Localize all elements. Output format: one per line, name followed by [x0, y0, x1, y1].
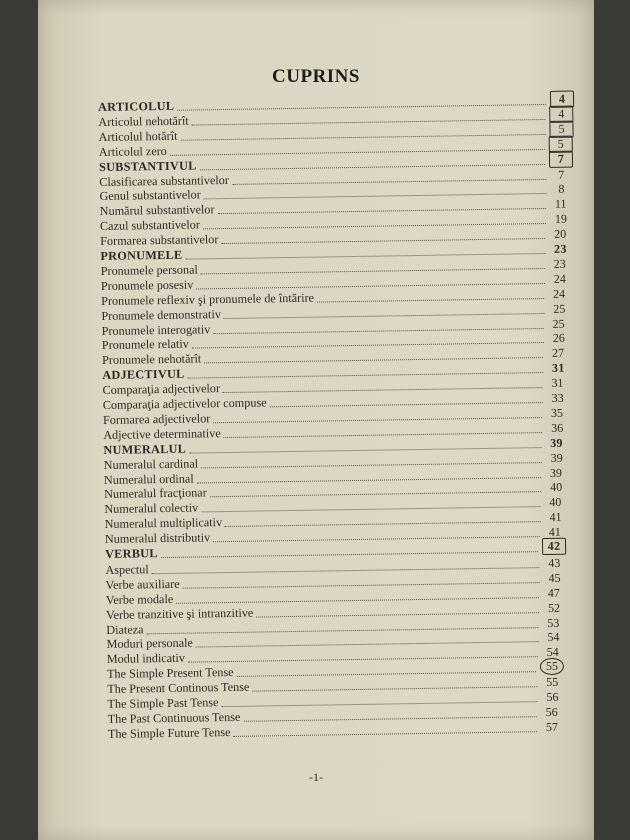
toc-entry-label: Comparaţia adjectivelor compuse: [102, 395, 267, 412]
toc-page-number: 39: [549, 465, 563, 480]
toc-page-number: 39: [550, 450, 563, 465]
toc-page-number: 24: [553, 271, 566, 286]
toc-page-number: 40: [549, 495, 562, 510]
toc-page-number: 45: [548, 570, 561, 585]
toc-entry-label: Articolul zero: [98, 143, 167, 159]
toc-page-number: 57: [545, 719, 559, 734]
toc-entry-label: Numeralul ordinal: [103, 471, 194, 487]
table-of-contents: [98, 91, 574, 741]
toc-entry-label: The Simple Past Tense: [107, 695, 219, 711]
toc-page-number: 43: [548, 555, 561, 570]
toc-entry-label: Pronumele personal: [100, 262, 198, 278]
toc-entry-label: The Past Continuous Tense: [107, 709, 241, 726]
toc-entry-label: Clasificarea substantivelor: [99, 172, 229, 189]
page-number-footer: -1-: [309, 770, 323, 784]
toc-page-number: 53: [547, 615, 560, 630]
toc-entry-label: Numeralul multiplicativ: [104, 515, 223, 532]
toc-entry-label: Verbe tranzitive şi intranzitive: [105, 605, 254, 622]
toc-entry-label: ADJECTIVUL: [102, 366, 185, 383]
toc-page-number: 41: [548, 524, 561, 540]
toc-page-number: 31: [551, 375, 564, 391]
toc-leader-dots: [233, 731, 536, 737]
toc-entry-label: Diateza: [106, 621, 144, 637]
toc-entry-label: Pronumele nehotărît: [101, 351, 202, 368]
toc-entry-label: ARTICOLUL: [98, 98, 175, 114]
toc-entry-label: Verbe auxiliare: [105, 576, 180, 592]
toc-entry-label: Verbe modale: [105, 591, 174, 607]
toc-entry-label: The Present Continous Tense: [107, 679, 250, 697]
toc-page-number: 4: [549, 105, 573, 122]
toc-entry-label: Numeralul fracţionar: [104, 485, 207, 502]
toc-page-number: 56: [546, 689, 559, 705]
toc-page-number: 35: [550, 405, 564, 420]
toc-entry-label: Numeralul cardinal: [103, 456, 199, 472]
toc-page-number: 25: [552, 316, 565, 331]
toc-entry-label: Articolul nehotărît: [98, 113, 189, 129]
toc-page-number: 11: [554, 196, 567, 212]
toc-entry-label: VERBUL: [105, 546, 158, 561]
toc-page-number: 23: [553, 241, 567, 256]
toc-entry-label: Aspectul: [105, 562, 149, 577]
toc-entry-label: The Simple Future Tense: [107, 724, 231, 741]
toc-entry-label: Numărul substantivelor: [99, 202, 215, 219]
toc-entry-label: Pronumele interogativ: [101, 321, 211, 338]
toc-entry-label: Articolul hotărît: [98, 128, 178, 144]
toc-entry-label: Adjective determinative: [103, 425, 221, 442]
toc-page-number: 54: [546, 645, 559, 660]
toc-page-number: 42: [542, 538, 566, 555]
toc-page-number: 8: [558, 182, 565, 197]
toc-page-number: 33: [551, 390, 564, 405]
toc-page-number: 7: [549, 150, 573, 167]
toc-page-number: 54: [547, 630, 560, 645]
toc-entry-label: Formarea substantivelor: [100, 232, 219, 249]
toc-entry-label: SUBSTANTIVUL: [98, 158, 197, 174]
toc-page-number: 25: [553, 301, 566, 316]
toc-page-number: 31: [551, 360, 565, 376]
toc-entry-label: PRONUMELE: [100, 247, 183, 263]
toc-page-number: 7: [558, 167, 565, 182]
toc-page-number: 40: [550, 480, 563, 495]
toc-page-number: 26: [552, 331, 565, 346]
toc-page-number: 5: [549, 135, 573, 152]
toc-page-number: 41: [549, 509, 562, 525]
toc-page-number: 39: [550, 435, 563, 450]
toc-entry-label: Pronumele posesiv: [100, 277, 194, 293]
toc-page-number: 56: [545, 704, 558, 719]
toc-page-number: 52: [547, 600, 561, 615]
toc-page-number: 4: [550, 91, 574, 108]
toc-entry-label: The Simple Present Tense: [106, 665, 234, 682]
toc-page-number: 5: [549, 120, 573, 137]
toc-entry-label: Formarea adjectivelor: [102, 411, 211, 427]
book-page: [38, 0, 594, 840]
toc-page-number: 36: [551, 420, 564, 435]
toc-page-number: 23: [553, 256, 566, 271]
toc-entry-label: Pronumele reflexiv şi pronumele de întărire: [101, 290, 315, 308]
toc-entry-label: NUMERALUL: [103, 441, 187, 457]
toc-page-number: 47: [547, 585, 560, 600]
toc-entry-label: Genul substantivelor: [99, 187, 201, 204]
toc-page-number: 27: [551, 346, 565, 361]
toc-page-number: 19: [554, 211, 568, 227]
toc-page-number: 55: [540, 658, 564, 675]
toc-entry-label: Pronumele demonstrativ: [101, 306, 221, 323]
toc-entry-label: Modul indicativ: [106, 651, 186, 667]
toc-entry-label: Numeralul distributiv: [104, 530, 211, 547]
toc-entry-label: Moduri personale: [106, 635, 193, 652]
toc-entry-label: Numeralul colectiv: [104, 500, 199, 517]
toc-page-number: 55: [546, 674, 559, 690]
toc-page-number: 24: [552, 286, 566, 301]
toc-page-number: 20: [554, 226, 567, 241]
toc-entry-label: Cazul substantivelor: [99, 217, 200, 234]
toc-entry-label: Comparaţia adjectivelor: [102, 381, 221, 398]
toc-entry-label: Pronumele relativ: [101, 336, 189, 353]
page-title: CUPRINS: [272, 66, 360, 87]
